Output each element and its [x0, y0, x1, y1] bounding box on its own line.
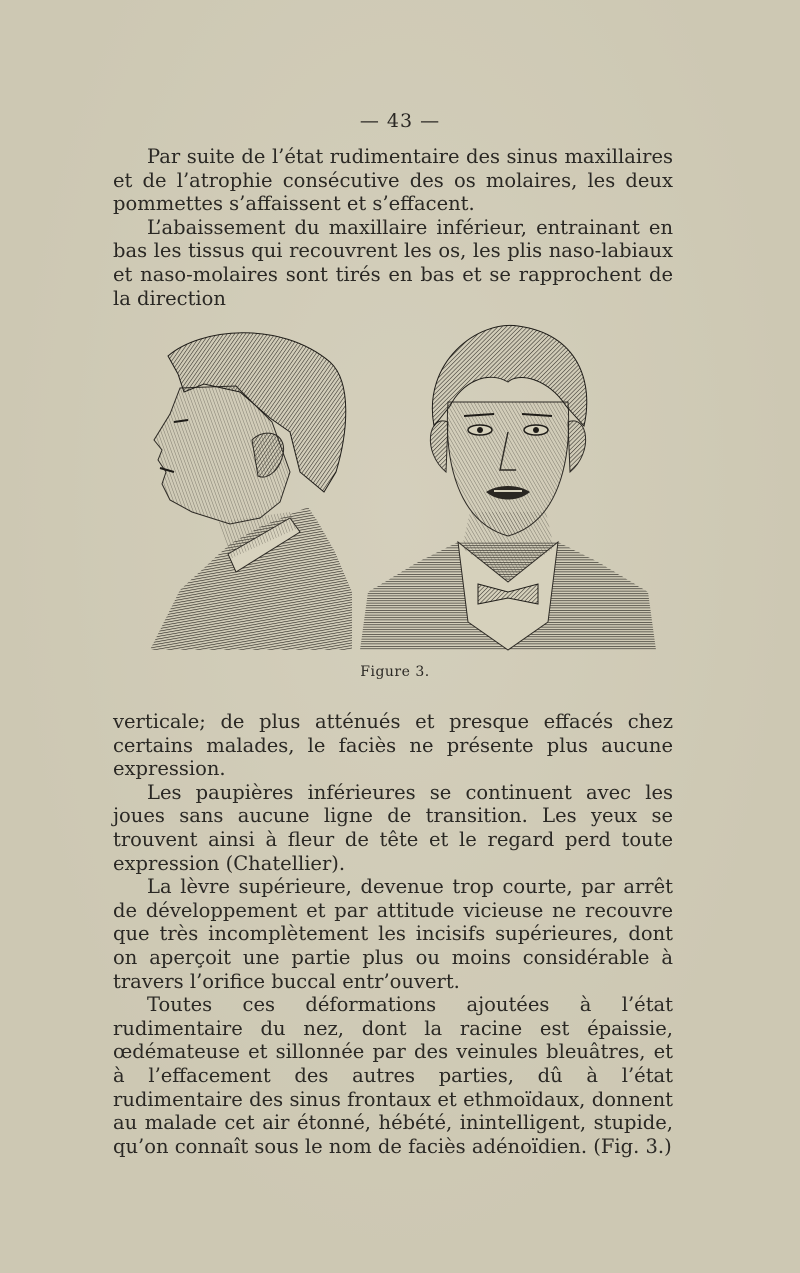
- paragraph: La lèvre supérieure, devenue trop courte, par arrêt de développement et par attitude vicieuse ne recouvre que très incomplètement les incisifs supérieures, dont on aperçoit une partie plus ou moins considérable à travers l’orifice buccal entr’ouvert.: [113, 875, 673, 993]
- paragraph: Les paupières inférieures se continuent avec les joues sans aucune ligne de transition. Les yeux se trouvent ainsi à fleur de tête et le regard perd toute expression (Chatellier).: [113, 780, 673, 875]
- text-block-bottom: [113, 710, 673, 1158]
- paragraph: L’abaissement du maxillaire inférieur, entrainant en bas les tissus qui recouvrent les os, les plis naso-labiaux et naso-molaires sont tirés en bas et se rapprochent de la direction: [113, 215, 673, 310]
- paragraph: Par suite de l’état rudimentaire des sinus maxillaires et de l’atrophie consécutive des os molaires, les deux pommettes s’affaissent et s’effacent.: [113, 145, 673, 216]
- text-block-top: [113, 145, 673, 310]
- profile-portrait-engraving: [140, 322, 354, 652]
- paragraph: Toutes ces déformations ajoutées à l’état rudimentaire du nez, dont la racine est épaissie, œdémateuse et sillonnée par des veinules bleuâtres, et à l’effacement des autres parties, dû à l’état rudimentaire des sinus frontaux et ethmoïdaux, donnent au malade cet air étonné, hébété, inintelligent, stupide, qu’on connaît sous le nom de faciès adénoïdien. (Fig. 3.): [113, 993, 673, 1158]
- paragraph: verticale; de plus atténués et presque effacés chez certains malades, le faciès ne présente plus aucune expression.: [113, 710, 673, 781]
- page-number: — 43 —: [359, 110, 441, 132]
- frontal-portrait-engraving: [358, 322, 658, 652]
- figure-caption: Figure 3.: [360, 664, 430, 680]
- figure-3-illustration: [140, 322, 660, 654]
